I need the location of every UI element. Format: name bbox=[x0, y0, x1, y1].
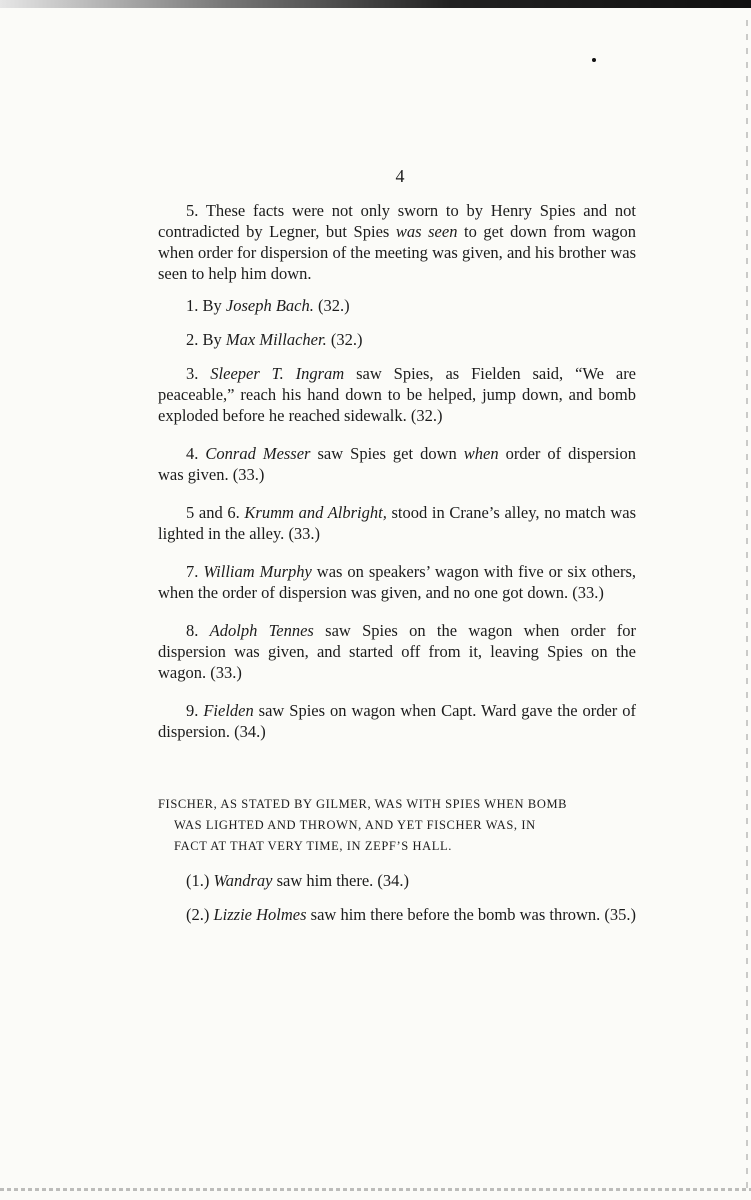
witness-item: 9. Fielden saw Spies on wagon when Capt. Ward gave the order of dispersion. (34.) bbox=[158, 701, 636, 741]
page-body bbox=[158, 200, 636, 925]
section-heading: FISCHER, AS STATED BY GILMER, WAS WITH SPIES WHEN BOMB WAS LIGHTED AND THROWN, AND YET FISCHER WAS, IN FACT AT THAT VERY TIME, IN ZEPF’S HALL. bbox=[158, 797, 568, 853]
intro-paragraph: 5. These facts were not only sworn to by Henry Spies and not contradicted by Legner, but Spies was seen to get down from wagon when order for dispersion of the meeting was given, and his brother was seen to help him down. bbox=[158, 201, 636, 283]
witness-item: 7. William Murphy was on speakers’ wagon with five or six others, when the order of dispersion was given, and no one got down. (33.) bbox=[158, 562, 637, 602]
page-top-edge bbox=[0, 0, 751, 8]
witness-item: 5 and 6. Krumm and Albright, stood in Crane’s alley, no match was lighted in the alley. (33.) bbox=[158, 503, 636, 543]
page-right-edge bbox=[746, 20, 748, 1190]
fischer-witness-list bbox=[158, 870, 636, 925]
fischer-witness-item: (1.) Wandray saw him there. (34.) bbox=[186, 871, 410, 890]
witness-list bbox=[158, 295, 636, 742]
witness-item: 3. Sleeper T. Ingram saw Spies, as Fielden said, “We are peaceable,” reach his hand down to be helped, jump down, and bomb exploded before he reached sidewalk. (32.) bbox=[158, 364, 637, 425]
fischer-witness-item: (2.) Lizzie Holmes saw him there before the bomb was thrown. (35.) bbox=[186, 905, 637, 924]
ink-speck bbox=[592, 58, 596, 62]
witness-item: 1. By Joseph Bach. (32.) bbox=[186, 296, 350, 315]
witness-item: 2. By Max Millacher. (32.) bbox=[186, 330, 363, 349]
witness-item: 4. Conrad Messer saw Spies get down when order of dispersion was given. (33.) bbox=[158, 444, 636, 484]
page-number: 4 bbox=[395, 166, 405, 186]
page-bottom-edge bbox=[0, 1188, 751, 1191]
witness-item: 8. Adolph Tennes saw Spies on the wagon when order for dispersion was given, and started off from it, leaving Spies on the wagon. (33.) bbox=[158, 621, 637, 682]
